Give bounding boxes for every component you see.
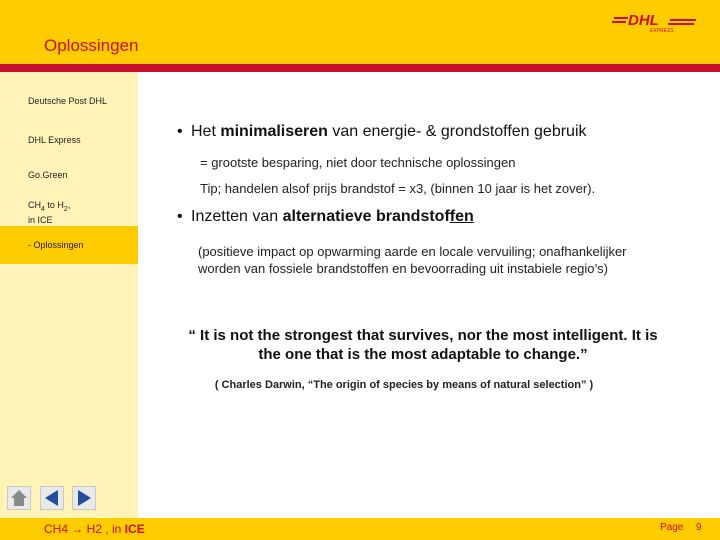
arrow-right-icon: → (71, 522, 84, 536)
sidebar-item-oplossingen[interactable]: - Oplossingen (28, 240, 84, 250)
forward-button[interactable] (72, 486, 96, 510)
home-button[interactable] (7, 486, 31, 510)
bullet-minimaliseren: • Het minimaliseren van energie- & grondstoffen gebruik (177, 123, 587, 140)
darwin-quote: “ It is not the strongest that survives, nor the most intelligent. It is the one that is the most adaptable to change.” (188, 327, 658, 363)
footer-page-number: 9 (696, 522, 702, 533)
back-button[interactable] (40, 486, 64, 510)
svg-text:EXPRESS: EXPRESS (650, 28, 674, 34)
sidebar-item-ch4-to-h2[interactable]: $CH_4$ to $H_2$, in ICE (28, 200, 71, 225)
bullet-alternatieve-brandstoffen: • Inzetten van alternatieve brandstoffen (177, 208, 474, 225)
footer-page-label: Page (660, 522, 684, 533)
back-arrow-icon (41, 487, 63, 509)
svg-text:DHL: DHL (628, 12, 659, 29)
sidebar-item-deutsche-post-dhl[interactable]: Deutsche Post DHL (28, 96, 108, 106)
sub-grootste-besparing: = grootste besparing, niet door technische oplossingen (200, 155, 516, 170)
sidebar-item-dhl-express[interactable]: DHL Express (28, 135, 81, 145)
header-divider (0, 64, 720, 72)
slide-title: Oplossingen (44, 36, 139, 55)
dhl-express-logo (612, 10, 698, 34)
footer-topic: CH4 → H2 , in ICE (44, 522, 145, 536)
home-icon (8, 487, 30, 509)
quote-citation: ( Charles Darwin, “The origin of species by means of natural selection” ) (214, 379, 594, 391)
forward-arrow-icon (73, 487, 95, 509)
sub-tip: Tip; handelen alsof prijs brandstof = x3, (binnen 10 jaar is het zover). (200, 181, 596, 196)
sub-positieve-impact: (positieve impact op opwarming aarde en locale vervuiling; onafhankelijker worden van fossiele brandstoffen en bevoorrading uit instabiele regio’s) (198, 244, 627, 276)
sidebar-item-go-green[interactable]: Go.Green (28, 170, 68, 180)
